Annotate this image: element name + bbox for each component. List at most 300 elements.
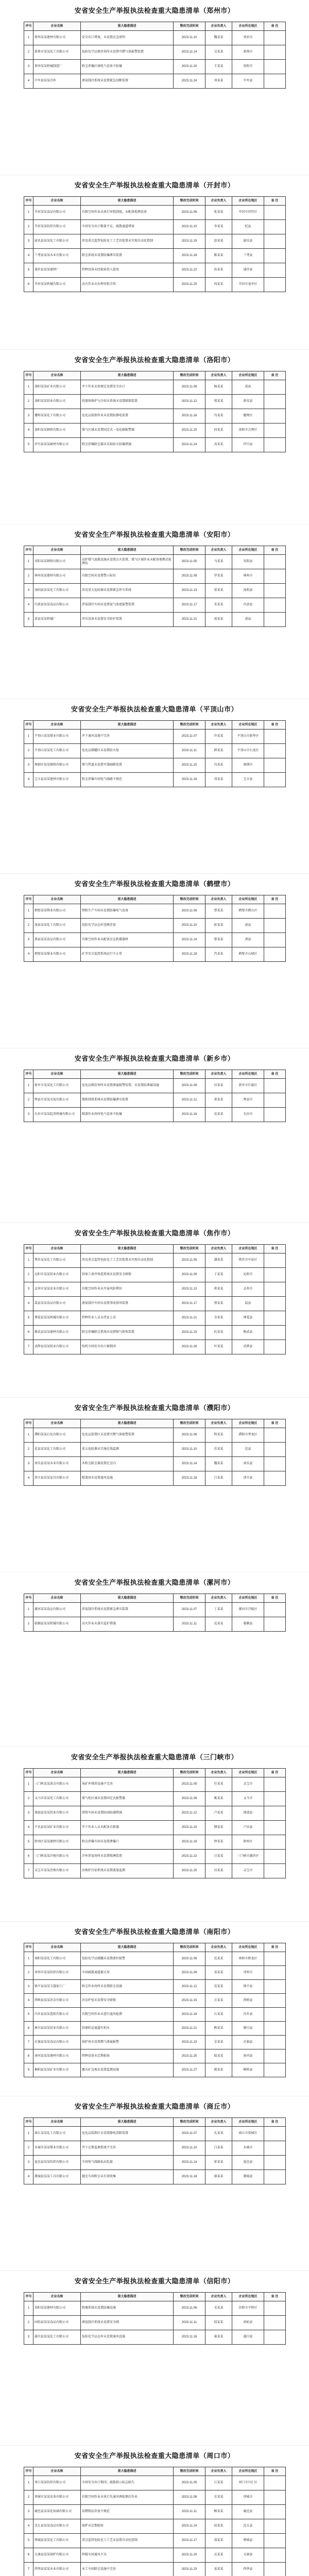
table-cell: 3 (24, 2505, 33, 2519)
table-cell: 杞县 (232, 220, 264, 234)
table-cell: 梁某某 (205, 584, 232, 598)
table-cell: 特种设备未定期检验 (81, 2049, 174, 2063)
document-page (0, 1747, 309, 1921)
column-header: 重大隐患描述 (81, 2467, 174, 2476)
hazard-table (24, 371, 286, 452)
table-cell: 袁某某 (205, 1108, 232, 1122)
column-header: 企业负责人 (205, 371, 232, 380)
table-cell: 临颍县 (232, 1617, 264, 1632)
table-cell: 2023.11.08 (174, 380, 205, 395)
table-cell: 内黄县某某食品有限公司 (33, 598, 81, 613)
table-cell: 铝加工深井铸造系统未设置安全联锁 (81, 1268, 174, 1282)
table-cell: 煤气区域未设置固定式一氧化碳报警器 (81, 423, 174, 438)
table-cell (264, 1966, 286, 1980)
table-header-row (24, 197, 286, 206)
column-header: 备 注 (264, 1769, 286, 1777)
table-cell: 吴某某 (205, 45, 232, 60)
column-header: 备 注 (264, 721, 286, 730)
table-cell (264, 1792, 286, 1806)
page-title (0, 873, 309, 890)
table-cell: 温县 (232, 1297, 264, 1311)
column-header: 企业负责人 (205, 895, 232, 904)
table-cell: 4 (24, 1821, 33, 1835)
title-city: （信阳市） (199, 2278, 235, 2285)
table-cell: 2023.11.05 (174, 1253, 205, 1268)
table-row (24, 904, 286, 919)
title-text: 安省安全生产举报执法检查重大隐患清单 (74, 182, 200, 190)
table-cell: 2023.11.10 (174, 1443, 205, 1457)
table-cell: 潢川县某某化工有限公司 (33, 2330, 81, 2345)
table-cell: 动火作业未办理审批手续 (81, 278, 174, 292)
table-cell: 白某某 (205, 2141, 232, 2156)
table-cell: 2023.11.14 (174, 2156, 205, 2170)
table-cell: 郑某某 (205, 395, 232, 409)
title-text: 安省安全生产举报执法检查重大隐患清单 (74, 1579, 200, 1587)
title-city: （鹤壁市） (199, 880, 235, 888)
table-cell: 唐河县 (232, 2049, 264, 2063)
table-cell (264, 206, 286, 220)
table-cell: 信阳某某建材有限公司 (33, 2301, 81, 2316)
table-cell: 2023.11.06 (174, 2301, 205, 2316)
column-header: 重大隐患描述 (81, 1594, 174, 1603)
table-row (24, 438, 286, 452)
table-cell: 浚县 (232, 919, 264, 933)
table-cell: 潢川县 (232, 2330, 264, 2345)
hazard-table (24, 1768, 286, 1878)
table-cell: 2023.11.10 (174, 919, 205, 933)
table-cell: 偃师区 (232, 409, 264, 423)
table-cell: 毛某某 (205, 2301, 232, 2316)
table-cell: 2023.11.17 (174, 1297, 205, 1311)
table-cell: 义马市某某化工有限公司 (33, 1792, 81, 1806)
table-cell: 2023.11.17 (174, 2534, 205, 2548)
table-cell (264, 234, 286, 249)
table-cell: 粉尘作业场所未设置除尘设施 (81, 1980, 174, 1994)
table-cell: 危化品装置区未设置可燃气体报警装置 (81, 1428, 174, 1443)
table-row (24, 2156, 286, 2170)
table-cell: 宝丰县 (232, 773, 264, 787)
table-cell: 4 (24, 2170, 33, 2184)
table-cell: 内乡县 (232, 2008, 264, 2022)
table-cell: 董某某 (205, 1093, 232, 1108)
table-cell: 粉磨系统未设置防爆设施 (81, 2301, 174, 2316)
table-cell (264, 2490, 286, 2505)
title-city: （安阳市） (199, 531, 235, 539)
table-cell (264, 947, 286, 962)
table-cell (264, 584, 286, 598)
page-separator (0, 2445, 309, 2446)
table-cell: 卢某某 (205, 1806, 232, 1821)
table-cell: 洛阳某某矿业有限公司 (33, 380, 81, 395)
table-cell: 2023.11.10 (174, 220, 205, 234)
page-title (0, 699, 309, 715)
table-cell: 太康县 (232, 2548, 264, 2563)
table-row (24, 919, 286, 933)
table-cell: 曾某某 (205, 933, 232, 947)
table-cell: 1 (24, 555, 33, 569)
table-cell: 危险化学品仓库未设置通风设施 (81, 2330, 174, 2345)
table-cell: 邓州市 (232, 1966, 264, 1980)
table-cell: 平顶山市新华区 (232, 730, 264, 744)
table-cell (264, 74, 286, 89)
page-title (0, 2096, 309, 2112)
table-cell (264, 2563, 286, 2576)
table-cell: 浚县某某化工有限公司 (33, 919, 81, 933)
table-cell: 2023.11.12 (174, 395, 205, 409)
table-cell: 西峡县某某冶金有限公司 (33, 1994, 81, 2008)
table-header-row (24, 721, 286, 730)
table-cell: 3 (24, 1806, 33, 1821)
table-cell: 魏某某 (205, 1457, 232, 1471)
table-cell: 3 (24, 584, 33, 598)
title-city: （濮阳市） (199, 1404, 235, 1412)
table-cell: 钟某某 (205, 1835, 232, 1850)
table-cell (264, 1617, 286, 1632)
table-cell: 镇平县某某玉器加工厂 (33, 1980, 81, 1994)
column-header: 重大隐患描述 (81, 1070, 174, 1079)
table-cell: 侯某某 (205, 2519, 232, 2534)
table-cell (264, 1108, 286, 1122)
table-cell: 周口市川汇区 (232, 2476, 264, 2490)
title-text: 安省安全生产举报执法检查重大隐患清单 (74, 7, 200, 15)
table-cell: 2023.11.14 (174, 45, 205, 60)
table-cell: 冲压设备未设置安全防护装置 (81, 613, 174, 627)
table-cell: 平顶山某某煤业有限公司 (33, 730, 81, 744)
table-cell: 孟州市 (232, 1282, 264, 1297)
table-cell: 2023.11.08 (174, 1792, 205, 1806)
column-header: 整改完成时间 (174, 2118, 205, 2127)
table-cell: 永城市 (232, 2141, 264, 2156)
column-header: 序号 (24, 197, 33, 206)
table-cell: 冷库涉氨场所未设置喷淋装置 (81, 1850, 174, 1864)
hazard-table (24, 2292, 286, 2345)
table-row (24, 1603, 286, 1617)
column-header: 整改完成时间 (174, 2467, 205, 2476)
column-header: 企业所在地区 (232, 2293, 264, 2301)
table-cell: 鹤壁某某煤业有限公司 (33, 947, 81, 962)
table-row (24, 1952, 286, 1966)
table-cell: 2023.11.22 (174, 263, 205, 278)
table-row (24, 2330, 286, 2345)
column-header: 重大隐患描述 (81, 1943, 174, 1952)
title-text: 安省安全生产举报执法检查重大隐患清单 (74, 2103, 200, 2111)
title-text: 安省安全生产举报执法检查重大隐患清单 (74, 1230, 200, 1238)
table-cell: 张某某 (205, 206, 232, 220)
table-cell (264, 919, 286, 933)
table-cell: 2023.11.06 (174, 904, 205, 919)
table-cell: 余某某 (205, 1311, 232, 1326)
table-cell: 兰考县某某木业有限公司 (33, 249, 81, 263)
table-cell: 5 (24, 2534, 33, 2548)
table-cell (264, 1864, 286, 1878)
table-cell: 登封市 (232, 31, 264, 45)
column-header: 整改完成时间 (174, 1769, 205, 1777)
table-row (24, 613, 286, 627)
table-cell: 2 (24, 1617, 33, 1632)
column-header: 企业负责人 (205, 1419, 232, 1428)
table-cell: 2 (24, 1093, 33, 1108)
table-cell: 2 (24, 1268, 33, 1282)
table-cell: 邵某某 (205, 2534, 232, 2548)
table-cell: 平顶山某某化工有限公司 (33, 744, 81, 758)
page-title (0, 2270, 309, 2287)
table-cell: 5 (24, 263, 33, 278)
table-cell: 通许县 (232, 263, 264, 278)
title-city: （平顶山市） (196, 706, 238, 714)
table-cell: 淇县 (232, 933, 264, 947)
table-cell: 博爱县某某机械有限公司 (33, 1311, 81, 1326)
table-cell: 商丘某某化工有限公司 (33, 2127, 81, 2141)
table-cell: 纸机车间安全出口被锁闭 (81, 1340, 174, 1354)
column-header: 重大隐患描述 (81, 2118, 174, 2127)
table-cell: 涉氨制冷系统未设置紧急泄压装置 (81, 1603, 174, 1617)
table-cell: 开封某某机械有限公司 (33, 278, 81, 292)
table-cell: 2 (24, 2316, 33, 2330)
table-cell: 2023.11.18 (174, 1471, 205, 1486)
table-cell (264, 2036, 286, 2049)
table-cell: 蒋某某 (205, 1282, 232, 1297)
table-cell: 固始县某某食品有限公司 (33, 2316, 81, 2330)
page-separator (0, 1397, 309, 1398)
column-header: 序号 (24, 22, 33, 31)
table-cell: 偃师某某化工有限公司 (33, 409, 81, 423)
table-cell: 2023.11.15 (174, 1994, 205, 2008)
table-cell: 煤气柜区域未设置固定式报警器 (81, 1792, 174, 1806)
hazard-table (24, 1244, 286, 1354)
table-cell: 汤阴县 (232, 584, 264, 598)
column-header: 整改完成时间 (174, 1419, 205, 1428)
table-row (24, 1994, 286, 2008)
column-header: 序号 (24, 2118, 33, 2127)
table-cell: 清丰县 (232, 1471, 264, 1486)
table-row (24, 2548, 286, 2563)
table-cell (264, 744, 286, 758)
table-cell: 危险化学品储罐未设置液位报警 (81, 1952, 174, 1966)
table-cell (264, 1457, 286, 1471)
table-cell: 金某某 (205, 2036, 232, 2049)
column-header: 备 注 (264, 895, 286, 904)
table-cell: 2023.11.23 (174, 2563, 205, 2576)
table-cell (264, 1850, 286, 1864)
table-cell: 永城市某某煤业有限公司 (33, 2141, 81, 2156)
table-row (24, 234, 286, 249)
column-header: 备 注 (264, 546, 286, 555)
table-cell: 社旗县 (232, 2036, 264, 2049)
table-cell: 西华县某某木业有限公司 (33, 2563, 81, 2576)
table-cell: 沈丘县 (232, 2519, 264, 2534)
table-cell: 南阳市卧龙区 (232, 1952, 264, 1966)
column-header: 企业负责人 (205, 22, 232, 31)
table-cell: 程某某 (205, 1428, 232, 1443)
table-cell: 陕州区 (232, 1835, 264, 1850)
table-cell: 南乐县 (232, 1457, 264, 1471)
table-cell: 有限空间作业未配备应急救援器材 (81, 933, 174, 947)
table-cell (264, 380, 286, 395)
table-cell: 林州某某建材有限公司 (33, 569, 81, 584)
document-page (0, 699, 309, 873)
title-city: （洛阳市） (199, 357, 235, 364)
table-cell: 1 (24, 730, 33, 744)
table-cell (264, 904, 286, 919)
table-cell: 危化品装卸区未设置静电消除装置 (81, 2127, 174, 2141)
table-cell: 杜某某 (205, 1326, 232, 1340)
table-cell: 邓某某 (205, 773, 232, 787)
title-text: 安省安全生产举报执法检查重大隐患清单 (74, 2452, 200, 2460)
table-cell (264, 1603, 286, 1617)
table-row (24, 2063, 286, 2077)
table-cell: 7 (24, 2036, 33, 2049)
table-cell: 郑州某某机械制造厂 (33, 60, 81, 74)
table-row (24, 1617, 286, 1632)
table-cell (264, 1471, 286, 1486)
table-cell: 高炉煤气放散设施未设置点火装置，煤气区域作业未配备便携式检测仪 (81, 555, 174, 569)
table-cell: 2023.11.11 (174, 2505, 205, 2519)
table-cell: 傅某某 (205, 1821, 232, 1835)
table-header-row (24, 895, 286, 904)
table-cell (264, 220, 286, 234)
column-header: 备 注 (264, 2293, 286, 2301)
table-cell: 液氨制冷车间未设置事故排风装置 (81, 1297, 174, 1311)
table-cell: 危化品装卸作业未设置防静电装置 (81, 409, 174, 423)
document-page (0, 1397, 309, 1572)
table-cell: 锅炉房未设置燃气泄漏报警 (81, 2036, 174, 2049)
table-cell: 重大危险源未实施在线监测 (81, 1443, 174, 1457)
table-cell: 项城市 (232, 2490, 264, 2505)
table-cell (264, 2063, 286, 2077)
table-cell: 开封某某食品有限公司 (33, 206, 81, 220)
table-cell: 范某某 (205, 1980, 232, 1994)
title-city: （南阳市） (199, 1928, 235, 1936)
table-row (24, 2008, 286, 2022)
table-cell (264, 2170, 286, 2184)
title-city: （三门峡市） (196, 1754, 238, 1761)
table-cell: 特种作业人员未持证上岗 (81, 1311, 174, 1326)
table-cell: 冶炼炉冷却系统未设置流量监测 (81, 1864, 174, 1878)
table-cell: 2023.11.20 (174, 60, 205, 74)
table-cell (264, 278, 286, 292)
table-cell: 2023.11.17 (174, 598, 205, 613)
table-cell: 涉及重大危险源未设置紧急停车系统 (81, 584, 174, 598)
document-page (0, 2445, 309, 2576)
column-header: 备 注 (264, 1943, 286, 1952)
table-cell: 滑县 (232, 613, 264, 627)
table-cell: 临颍县某某机械有限公司 (33, 1617, 81, 1632)
table-cell: 6 (24, 2022, 33, 2036)
column-header: 重大隐患描述 (81, 197, 174, 206)
table-cell: 三门峡某某冷链有限公司 (33, 1850, 81, 1864)
table-cell (264, 613, 286, 627)
table-cell: 2023.11.21 (174, 613, 205, 627)
table-cell: 郸城县 (232, 2534, 264, 2548)
table-cell (264, 758, 286, 773)
table-cell (264, 2022, 286, 2036)
table-cell: 许某某 (205, 730, 232, 744)
table-cell: 嵩县 (232, 380, 264, 395)
table-cell (264, 1326, 286, 1340)
table-cell: 虞城县某某工具有限公司 (33, 2170, 81, 2184)
document-page (0, 2096, 309, 2270)
table-cell: 淅川县某某铝业有限公司 (33, 2022, 81, 2036)
table-cell: 2023.11.11 (174, 2316, 205, 2330)
table-cell: 液氨制冷系统未设置安全阀 (81, 2316, 174, 2330)
table-row (24, 2505, 286, 2519)
table-cell: 三门峡某某黄金有限公司 (33, 1777, 81, 1792)
table-cell (264, 2049, 286, 2063)
table-cell: 灵宝市 (232, 1777, 264, 1792)
table-row (24, 1340, 286, 1354)
table-cell: 新安县 (232, 395, 264, 409)
table-cell: 于某某 (205, 1268, 232, 1282)
column-header: 企业负责人 (205, 2293, 232, 2301)
column-header: 企业所在地区 (232, 1070, 264, 1079)
table-row (24, 220, 286, 234)
table-cell: 方某某 (205, 1994, 232, 2008)
table-row (24, 1864, 286, 1878)
table-header-row (24, 2467, 286, 2476)
table-cell: 粉尘涉爆车间电气线路不规范 (81, 773, 174, 787)
column-header: 整改完成时间 (174, 197, 205, 206)
table-row (24, 2490, 286, 2505)
table-cell: 有限空间作业未执行先通风再检测后作业 (81, 2490, 174, 2505)
table-cell: 车间疏散通道被占用 (81, 1966, 174, 1980)
table-cell: 西华县 (232, 2563, 264, 2576)
column-header: 整改完成时间 (174, 2293, 205, 2301)
table-cell: 漯河市召陵区 (232, 1603, 264, 1617)
page-separator (0, 2270, 309, 2271)
title-city: （周口市） (199, 2452, 235, 2460)
table-cell: 2023.11.20 (174, 2548, 205, 2563)
table-cell: 信阳市平桥区 (232, 2301, 264, 2316)
table-cell: 特种设备未经检验投入使用 (81, 263, 174, 278)
table-cell: 修武县 (232, 1326, 264, 1340)
table-cell: 镇平县 (232, 1980, 264, 1994)
column-header: 企业名称 (33, 1594, 81, 1603)
column-header: 企业负责人 (205, 1943, 232, 1952)
column-header: 序号 (24, 2467, 33, 2476)
table-row (24, 758, 286, 773)
column-header: 序号 (24, 1245, 33, 1253)
table-cell: 木粉尘除尘器设置在室内 (81, 1457, 174, 1471)
table-cell: 开封市祥符区 (232, 206, 264, 220)
table-cell: 田某某 (205, 1079, 232, 1093)
table-cell: 2023.11.25 (174, 1864, 205, 1878)
table-cell: 粉尘涉爆除尘器未采取防火防爆措施 (81, 438, 174, 452)
table-cell: 煤气管道未设置可靠隔断装置 (81, 758, 174, 773)
table-cell: 5 (24, 1311, 33, 1326)
table-cell: 洛阳某某铝业有限公司 (33, 395, 81, 409)
table-row (24, 1282, 286, 1297)
table-cell: 1 (24, 1253, 33, 1268)
table-row (24, 1980, 286, 1994)
table-cell: 鹿邑县 (232, 2505, 264, 2519)
table-cell: 3 (24, 1980, 33, 1994)
table-cell: 舞钢市 (232, 758, 264, 773)
column-header: 序号 (24, 895, 33, 904)
table-cell: 2023.11.08 (174, 1079, 205, 1093)
table-cell: 史某某 (205, 2490, 232, 2505)
table-cell (264, 2301, 286, 2316)
table-cell: 周某某 (205, 278, 232, 292)
table-cell: 2023.11.16 (174, 2330, 205, 2345)
table-cell (264, 555, 286, 569)
title-city: （焦作市） (199, 1230, 235, 1238)
table-cell: 高某某 (205, 438, 232, 452)
table-cell (264, 60, 286, 74)
table-row (24, 31, 286, 45)
column-header: 企业所在地区 (232, 1769, 264, 1777)
table-cell (264, 2316, 286, 2330)
table-cell: 辉县市 (232, 1093, 264, 1108)
